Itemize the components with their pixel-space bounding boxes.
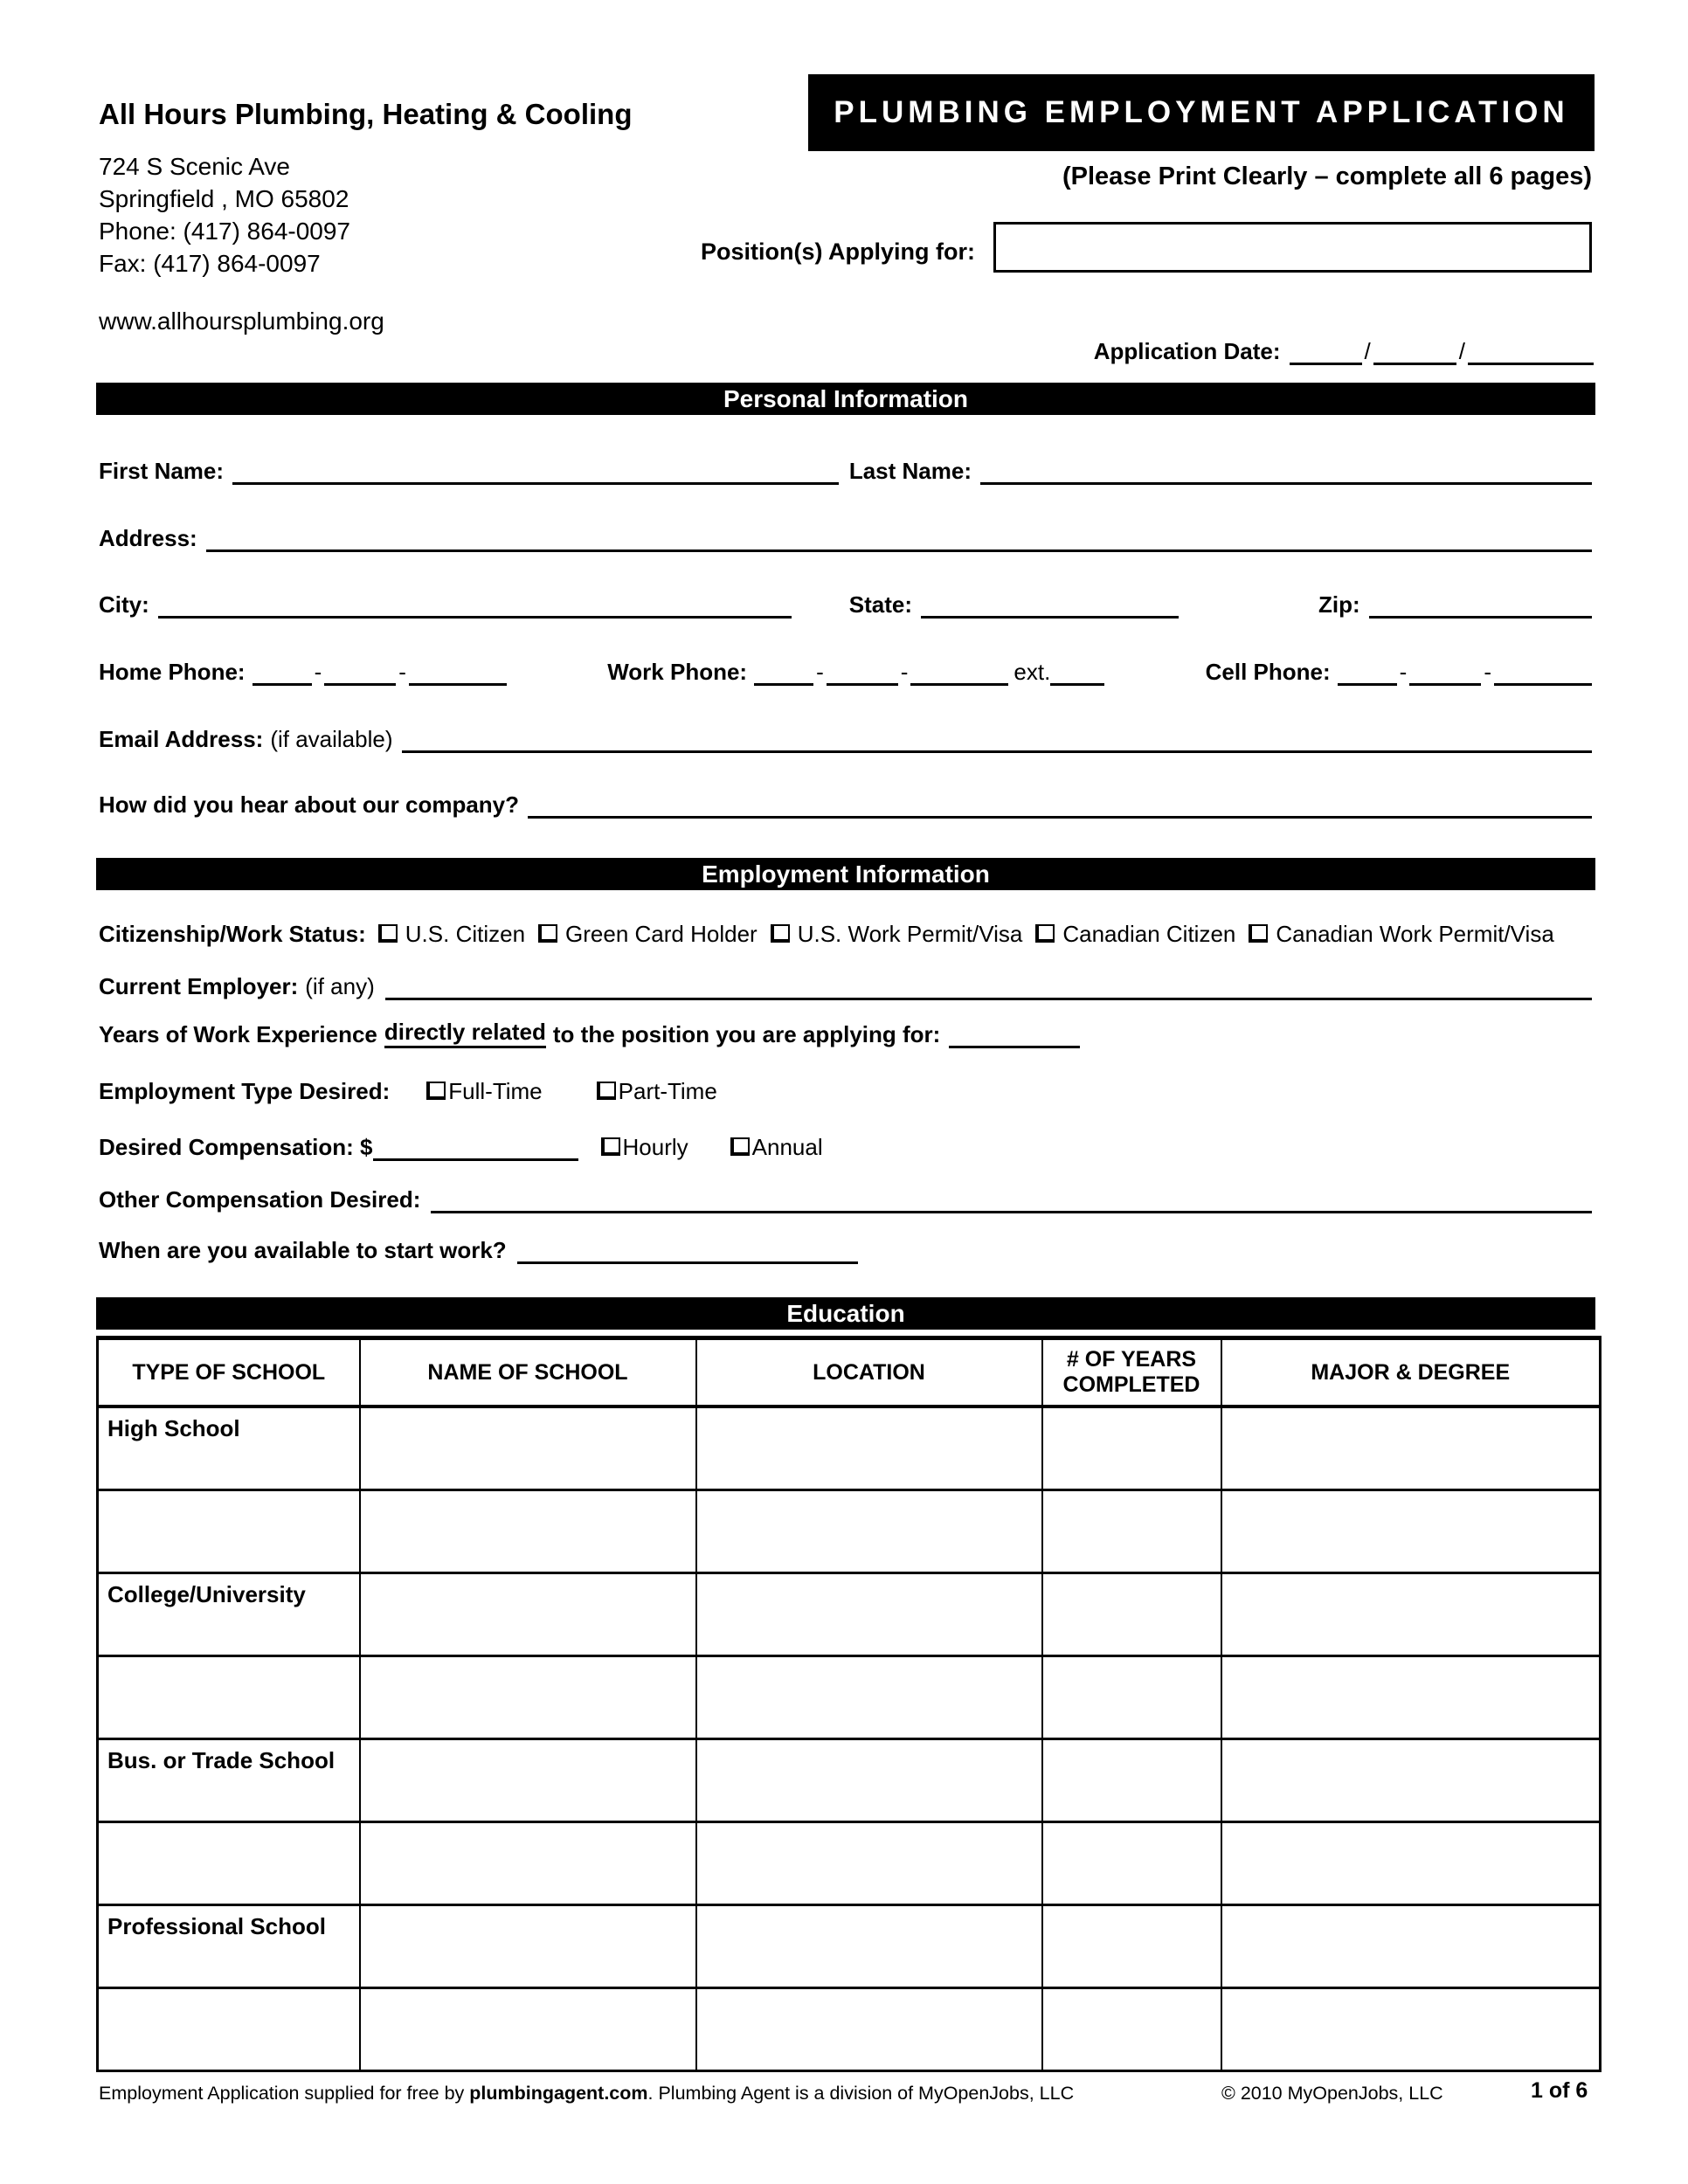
education-row-extra [98, 1822, 1601, 1905]
citizenship-option-us-citizen [378, 922, 525, 948]
application-date-day-field[interactable] [1373, 359, 1456, 365]
col-location: LOCATION [696, 1338, 1042, 1407]
referral-field[interactable] [528, 812, 1592, 819]
experience-label-pre: Years of Work Experience [99, 1021, 377, 1048]
high-school-location-cell[interactable] [696, 1406, 1042, 1490]
education-location-cell[interactable] [696, 1822, 1042, 1905]
positions-applying-input[interactable] [993, 222, 1592, 273]
desired-compensation-field[interactable] [373, 1155, 578, 1161]
email-field[interactable] [402, 747, 1593, 753]
zip-field[interactable] [1369, 612, 1592, 619]
application-date-label: Application Date: [1093, 338, 1281, 364]
education-type-cell[interactable] [98, 1490, 360, 1573]
work-phone-ext-label: ext. [1013, 659, 1051, 686]
professional-school-label: Professional School [98, 1905, 360, 1988]
education-header-row [98, 1338, 1601, 1407]
work-phone-ext-field[interactable] [1050, 680, 1104, 686]
city-label: City: [99, 591, 149, 619]
other-compensation-row [99, 1178, 1592, 1213]
city-state-zip-row [99, 584, 1592, 619]
current-employer-row [99, 965, 1592, 1000]
college-years-cell[interactable] [1042, 1573, 1221, 1656]
col-type-of-school: TYPE OF SCHOOL [98, 1338, 360, 1407]
address-row [99, 517, 1592, 552]
citizenship-row [99, 913, 1592, 948]
education-row-college [98, 1573, 1601, 1656]
phone-dash: - [1399, 659, 1408, 686]
trade-school-major-cell[interactable] [1221, 1739, 1601, 1822]
professional-school-name-cell[interactable] [360, 1905, 696, 1988]
first-name-label: First Name: [99, 458, 225, 485]
education-type-cell[interactable] [98, 1988, 360, 2071]
high-school-years-cell[interactable] [1042, 1406, 1221, 1490]
referral-row [99, 784, 1592, 819]
current-employer-label: Current Employer: [99, 973, 299, 1000]
experience-label-post: to the position you are applying for: [552, 1021, 941, 1048]
full-time-label: Full-Time [448, 1078, 543, 1105]
company-address-line2: Springfield , MO 65802 [99, 185, 349, 212]
education-name-cell[interactable] [360, 1490, 696, 1573]
us-work-permit-checkbox[interactable] [771, 924, 790, 943]
date-slash: / [1458, 338, 1465, 364]
home-phone-prefix-field[interactable] [324, 680, 396, 686]
experience-years-field[interactable] [949, 1042, 1080, 1048]
address-label: Address: [99, 525, 197, 552]
education-title: Education [786, 1299, 905, 1327]
professional-school-location-cell[interactable] [696, 1905, 1042, 1988]
education-type-cell[interactable] [98, 1822, 360, 1905]
referral-label: How did you hear about our company? [99, 791, 520, 819]
high-school-name-cell[interactable] [360, 1406, 696, 1490]
education-years-cell[interactable] [1042, 1490, 1221, 1573]
footer-plumbingagent: plumbingagent.com [469, 2083, 648, 2104]
employment-information-banner [96, 858, 1595, 890]
cell-phone-label: Cell Phone: [1205, 659, 1331, 686]
name-row [99, 450, 1592, 485]
cell-phone-area-field[interactable] [1338, 680, 1397, 686]
education-row-extra [98, 1490, 1601, 1573]
company-address-block [99, 150, 350, 280]
education-years-cell[interactable] [1042, 1988, 1221, 2071]
col-name-of-school: NAME OF SCHOOL [360, 1338, 696, 1407]
phone-dash: - [314, 659, 322, 686]
canadian-citizen-label: Canadian Citizen [1062, 921, 1236, 948]
annual-label: Annual [751, 1134, 823, 1161]
state-label: State: [848, 591, 913, 619]
employment-type-row [99, 1070, 1592, 1105]
citizenship-label: Citizenship/Work Status: [99, 921, 366, 948]
us-citizen-checkbox[interactable] [378, 924, 398, 943]
education-major-cell[interactable] [1221, 1822, 1601, 1905]
other-compensation-field[interactable] [431, 1207, 1592, 1213]
compensation-option-hourly [601, 1135, 688, 1161]
phone-dash: - [816, 659, 824, 686]
high-school-label: High School [98, 1406, 360, 1490]
email-note: (if available) [270, 726, 393, 753]
first-name-field[interactable] [232, 479, 839, 485]
professional-school-major-cell[interactable] [1221, 1905, 1601, 1988]
canadian-citizen-checkbox[interactable] [1035, 924, 1055, 943]
trade-school-label: Bus. or Trade School [98, 1739, 360, 1822]
personal-information-banner [96, 383, 1595, 415]
work-phone-prefix-field[interactable] [827, 680, 898, 686]
email-row [99, 718, 1592, 753]
education-type-cell[interactable] [98, 1656, 360, 1739]
experience-label-underlined: directly related [384, 1019, 546, 1048]
education-banner [96, 1297, 1595, 1330]
employment-type-option-full-time [426, 1079, 542, 1105]
education-row-trade-school [98, 1739, 1601, 1822]
company-website: www.allhoursplumbing.org [99, 308, 384, 335]
application-date-month-field[interactable] [1290, 359, 1362, 365]
company-phone: Phone: (417) 864-0097 [99, 218, 350, 245]
education-location-cell[interactable] [696, 1490, 1042, 1573]
current-employer-field[interactable] [385, 994, 1592, 1000]
work-phone-area-field[interactable] [754, 680, 813, 686]
education-table [96, 1336, 1602, 2072]
professional-school-years-cell[interactable] [1042, 1905, 1221, 1988]
col-years-completed: # OF YEARS COMPLETED [1042, 1338, 1221, 1407]
date-slash: / [1364, 338, 1371, 364]
form-title-banner [808, 74, 1595, 151]
footer-copyright: © 2010 MyOpenJobs, LLC [1221, 2083, 1443, 2104]
start-work-label: When are you available to start work? [99, 1237, 507, 1264]
work-phone-line-field[interactable] [910, 680, 1008, 686]
employment-information-title: Employment Information [702, 860, 990, 888]
footer-attribution [99, 2083, 1074, 2105]
phone-dash: - [398, 659, 406, 686]
other-compensation-label: Other Compensation Desired: [99, 1186, 421, 1213]
company-address-line1: 724 S Scenic Ave [99, 153, 290, 180]
hourly-label: Hourly [622, 1134, 688, 1161]
part-time-checkbox[interactable] [597, 1082, 616, 1100]
home-phone-line-field[interactable] [409, 680, 507, 686]
work-phone-group [607, 660, 1104, 686]
citizenship-option-green-card [538, 922, 758, 948]
citizenship-option-canadian-work-permit [1249, 922, 1553, 948]
education-years-cell[interactable] [1042, 1656, 1221, 1739]
green-card-label: Green Card Holder [565, 921, 758, 948]
education-name-cell[interactable] [360, 1822, 696, 1905]
trade-school-years-cell[interactable] [1042, 1739, 1221, 1822]
experience-row [99, 1013, 1592, 1048]
college-major-cell[interactable] [1221, 1573, 1601, 1656]
annual-checkbox[interactable] [730, 1137, 750, 1156]
part-time-label: Part-Time [618, 1078, 717, 1105]
positions-applying-label: Position(s) Applying for: [701, 238, 975, 265]
footer-text-post: . Plumbing Agent is a division of MyOpenJobs, LLC [647, 2083, 1075, 2104]
home-phone-group [99, 660, 507, 686]
education-row-high-school [98, 1406, 1601, 1490]
hourly-checkbox[interactable] [601, 1137, 620, 1156]
canadian-work-permit-label: Canadian Work Permit/Visa [1276, 921, 1554, 948]
education-name-cell[interactable] [360, 1988, 696, 2071]
education-name-cell[interactable] [360, 1656, 696, 1739]
education-row-extra [98, 1988, 1601, 2071]
compensation-option-annual [730, 1135, 823, 1161]
education-location-cell[interactable] [696, 1988, 1042, 2071]
home-phone-label: Home Phone: [99, 659, 246, 686]
current-employer-note: (if any) [305, 973, 375, 1000]
desired-compensation-label: Desired Compensation: $ [99, 1134, 373, 1161]
col-major-degree: MAJOR & DEGREE [1221, 1338, 1601, 1407]
company-name: All Hours Plumbing, Heating & Cooling [99, 98, 633, 130]
education-major-cell[interactable] [1221, 1656, 1601, 1739]
employment-type-label: Employment Type Desired: [99, 1078, 391, 1105]
trade-school-name-cell[interactable] [360, 1739, 696, 1822]
last-name-label: Last Name: [848, 458, 972, 485]
work-phone-label: Work Phone: [607, 659, 748, 686]
canadian-work-permit-checkbox[interactable] [1249, 924, 1268, 943]
phone-dash: - [900, 659, 909, 686]
email-label: Email Address: [99, 726, 264, 753]
education-major-cell[interactable] [1221, 1988, 1601, 2071]
education-row-extra [98, 1656, 1601, 1739]
last-name-field[interactable] [980, 479, 1592, 485]
application-date-year-field[interactable] [1468, 359, 1594, 365]
phones-row [99, 651, 1592, 686]
education-row-professional-school [98, 1905, 1601, 1988]
high-school-major-cell[interactable] [1221, 1406, 1601, 1490]
education-major-cell[interactable] [1221, 1490, 1601, 1573]
application-date-row [1094, 339, 1594, 365]
trade-school-location-cell[interactable] [696, 1739, 1042, 1822]
college-location-cell[interactable] [696, 1573, 1042, 1656]
home-phone-area-field[interactable] [253, 680, 312, 686]
cell-phone-line-field[interactable] [1494, 680, 1592, 686]
us-citizen-label: U.S. Citizen [405, 921, 526, 948]
cell-phone-group [1206, 660, 1592, 686]
print-clearly-note: (Please Print Clearly – complete all 6 pages) [1062, 162, 1592, 190]
company-fax: Fax: (417) 864-0097 [99, 250, 321, 277]
phone-dash: - [1484, 659, 1491, 686]
zip-label: Zip: [1318, 591, 1360, 619]
education-location-cell[interactable] [696, 1656, 1042, 1739]
cell-phone-prefix-field[interactable] [1409, 680, 1481, 686]
college-label: College/University [98, 1573, 360, 1656]
address-field[interactable] [206, 546, 1592, 552]
footer-page-number: 1 of 6 [1531, 2078, 1588, 2103]
start-work-row [99, 1229, 1592, 1264]
form-title-text: PLUMBING EMPLOYMENT APPLICATION [834, 95, 1569, 129]
citizenship-option-canadian-citizen [1035, 922, 1235, 948]
education-years-cell[interactable] [1042, 1822, 1221, 1905]
state-field[interactable] [921, 612, 1179, 619]
green-card-checkbox[interactable] [538, 924, 557, 943]
employment-type-option-part-time [597, 1079, 717, 1105]
college-name-cell[interactable] [360, 1573, 696, 1656]
personal-information-title: Personal Information [723, 384, 969, 412]
start-work-field[interactable] [517, 1258, 858, 1264]
full-time-checkbox[interactable] [426, 1082, 446, 1100]
footer-text-pre: Employment Application supplied for free by [99, 2083, 470, 2104]
compensation-row [99, 1126, 1592, 1161]
citizenship-option-us-work-permit [771, 922, 1023, 948]
us-work-permit-label: U.S. Work Permit/Visa [797, 921, 1023, 948]
city-field[interactable] [158, 612, 792, 619]
